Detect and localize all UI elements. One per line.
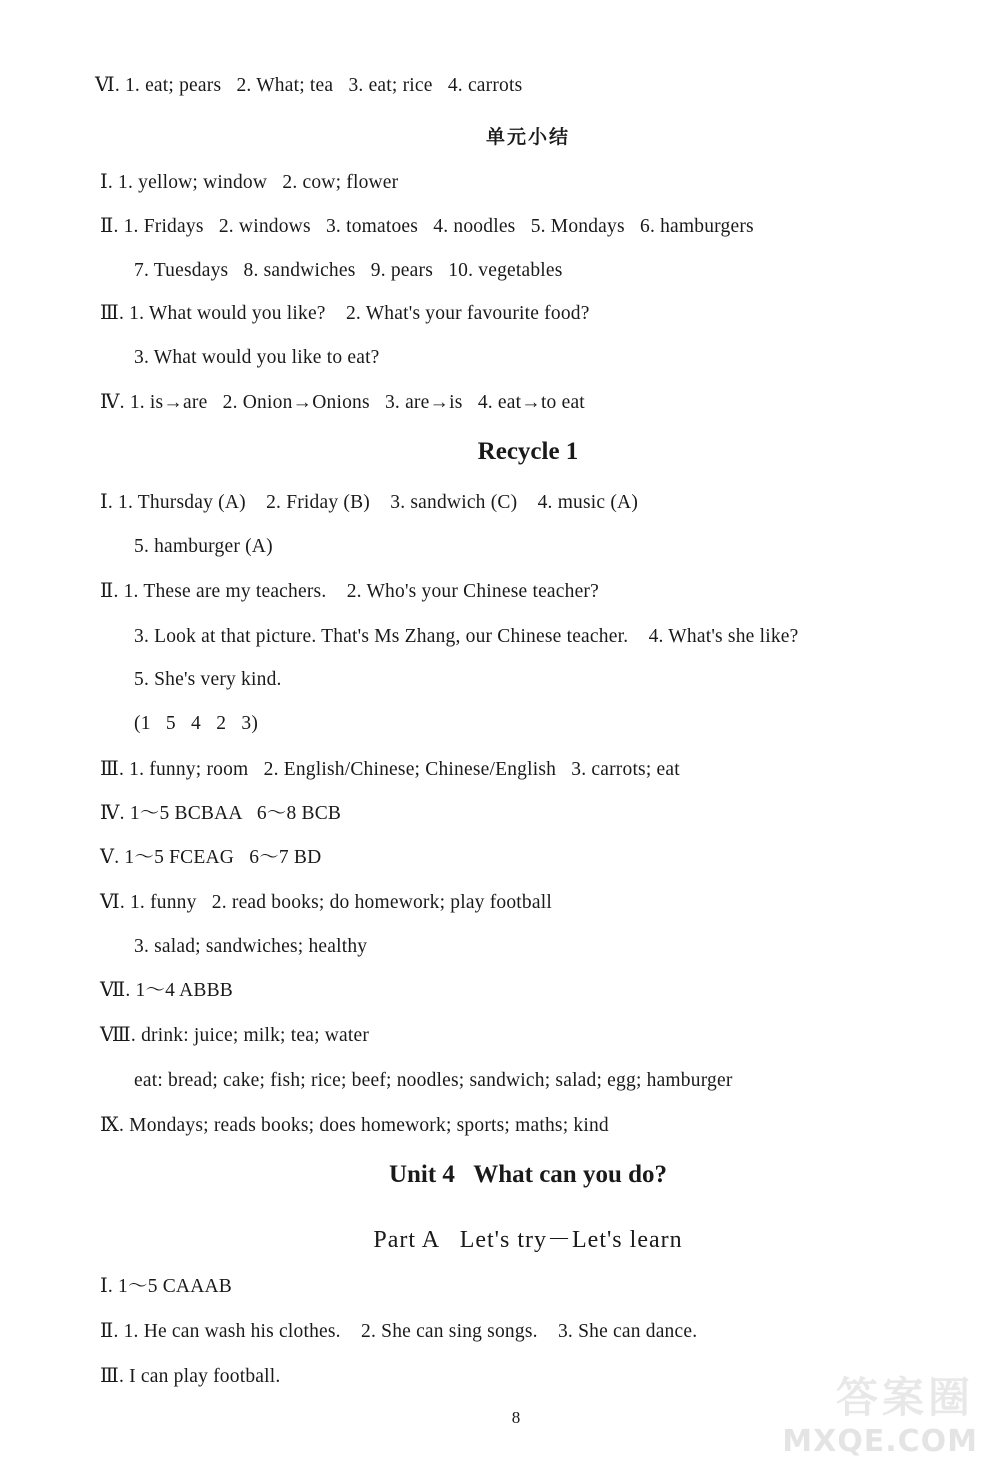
answer-line: 3. Look at that picture. That's Ms Zhang, our Chinese teacher. 4. What's she like? xyxy=(134,626,799,647)
section-heading-recycle: Recycle 1 xyxy=(477,438,579,465)
watermark-url: MXQE.COM xyxy=(782,1424,978,1459)
answer-line: Ⅲ. 1. What would you like? 2. What's your favourite food? xyxy=(100,303,590,324)
answer-line: Ⅲ. 1. funny; room 2. English/Chinese; Chinese/English 3. carrots; eat xyxy=(100,759,680,780)
answer-line: eat: bread; cake; fish; rice; beef; noodles; sandwich; salad; egg; hamburger xyxy=(134,1070,733,1091)
answer-line: Ⅱ. 1. He can wash his clothes. 2. She can sing songs. 3. She can dance. xyxy=(100,1321,698,1342)
answer-line: Ⅱ. 1. These are my teachers. 2. Who's your Chinese teacher? xyxy=(100,581,599,602)
answer-line: 5. She's very kind. xyxy=(134,669,282,690)
answer-line: Ⅵ. 1. funny 2. read books; do homework; play football xyxy=(100,892,552,913)
answer-line: Ⅷ. drink: juice; milk; tea; water xyxy=(100,1025,370,1046)
answer-line: Ⅱ. 1. Fridays 2. windows 3. tomatoes 4. noodles 5. Mondays 6. hamburgers xyxy=(100,216,754,237)
answer-line: Ⅶ. 1～4 ABBB xyxy=(100,980,234,1001)
answer-line: 3. What would you like to eat? xyxy=(134,347,380,368)
answer-line: (1 5 4 2 3) xyxy=(134,713,259,734)
watermark-cn: 答案圈 xyxy=(835,1373,974,1422)
section-heading-unit-summary: 单元小结 xyxy=(485,126,570,148)
answer-line: Ⅴ. 1～5 FCEAG 6～7 BD xyxy=(100,847,322,868)
answer-line: 3. salad; sandwiches; healthy xyxy=(134,936,368,957)
answer-line: Ⅵ. 1. eat; pears 2. What; tea 3. eat; rice 4. carrots xyxy=(95,75,523,96)
answer-line: 5. hamburger (A) xyxy=(134,536,273,557)
page-number: 8 xyxy=(511,1408,521,1427)
answer-line: Ⅰ. 1～5 CAAAB xyxy=(100,1276,232,1297)
answer-line: Ⅳ. 1～5 BCBAA 6～8 BCB xyxy=(100,803,342,824)
section-heading-part-a: Part A Let's try－Let's learn xyxy=(373,1227,683,1253)
section-heading-unit4: Unit 4 What can you do? xyxy=(388,1161,668,1188)
answer-line: Ⅲ. I can play football. xyxy=(100,1366,281,1387)
answer-line: Ⅸ. Mondays; reads books; does homework; sports; maths; kind xyxy=(100,1115,609,1136)
answer-line: 7. Tuesdays 8. sandwiches 9. pears 10. vegetables xyxy=(134,260,563,281)
answer-line: Ⅳ. 1. is→are 2. Onion→Onions 3. are→is 4. eat→to eat xyxy=(100,392,585,413)
answer-line: Ⅰ. 1. Thursday (A) 2. Friday (B) 3. sandwich (C) 4. music (A) xyxy=(100,492,639,513)
answer-line: Ⅰ. 1. yellow; window 2. cow; flower xyxy=(100,172,399,193)
